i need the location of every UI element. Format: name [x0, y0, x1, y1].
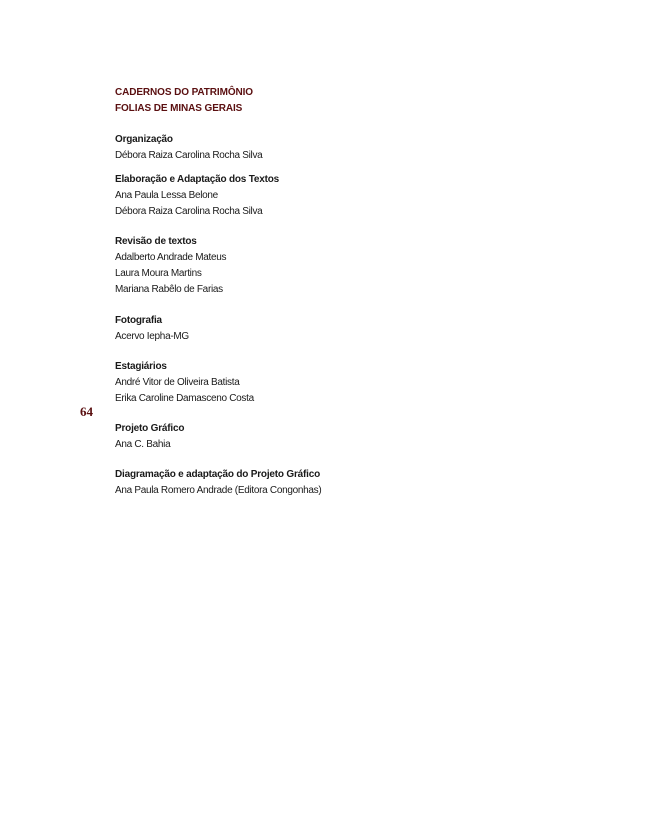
section-projeto-grafico	[115, 421, 595, 453]
credit-name: Ana C. Bahia	[115, 439, 171, 450]
credit-name: Débora Raiza Carolina Rocha Silva	[115, 206, 263, 217]
credit-name: Erika Caroline Damasceno Costa	[115, 393, 254, 404]
credits-block	[115, 85, 595, 499]
section-fotografia	[115, 313, 595, 345]
credit-name: Laura Moura Martins	[115, 268, 202, 279]
section-heading: Estagiários	[115, 361, 167, 372]
page-number: 64	[80, 404, 93, 419]
credit-name: Ana Paula Lessa Belone	[115, 190, 218, 201]
credit-name: Débora Raiza Carolina Rocha Silva	[115, 150, 263, 161]
section-heading: Organização	[115, 134, 173, 145]
credit-name: Adalberto Andrade Mateus	[115, 252, 227, 263]
credit-name: Mariana Rabêlo de Farias	[115, 284, 223, 295]
section-revisao	[115, 234, 595, 298]
series-title-line-1: CADERNOS DO PATRIMÔNIO	[115, 87, 253, 98]
section-heading: Fotografia	[115, 315, 162, 326]
section-heading: Diagramação e adaptação do Projeto Gráfico	[115, 469, 320, 480]
section-organizacao	[115, 132, 595, 164]
credit-name: Acervo Iepha-MG	[115, 331, 189, 342]
section-diagramacao	[115, 467, 595, 499]
section-heading: Projeto Gráfico	[115, 423, 185, 434]
credit-name: André Vitor de Oliveira Batista	[115, 377, 240, 388]
series-title-line-2: FOLIAS DE MINAS GERAIS	[115, 103, 243, 114]
section-estagiarios	[115, 359, 595, 407]
section-heading: Revisão de textos	[115, 236, 197, 247]
section-elaboracao	[115, 172, 595, 220]
credit-name: Ana Paula Romero Andrade (Editora Congonhas)	[115, 485, 322, 496]
section-heading: Elaboração e Adaptação dos Textos	[115, 174, 280, 185]
